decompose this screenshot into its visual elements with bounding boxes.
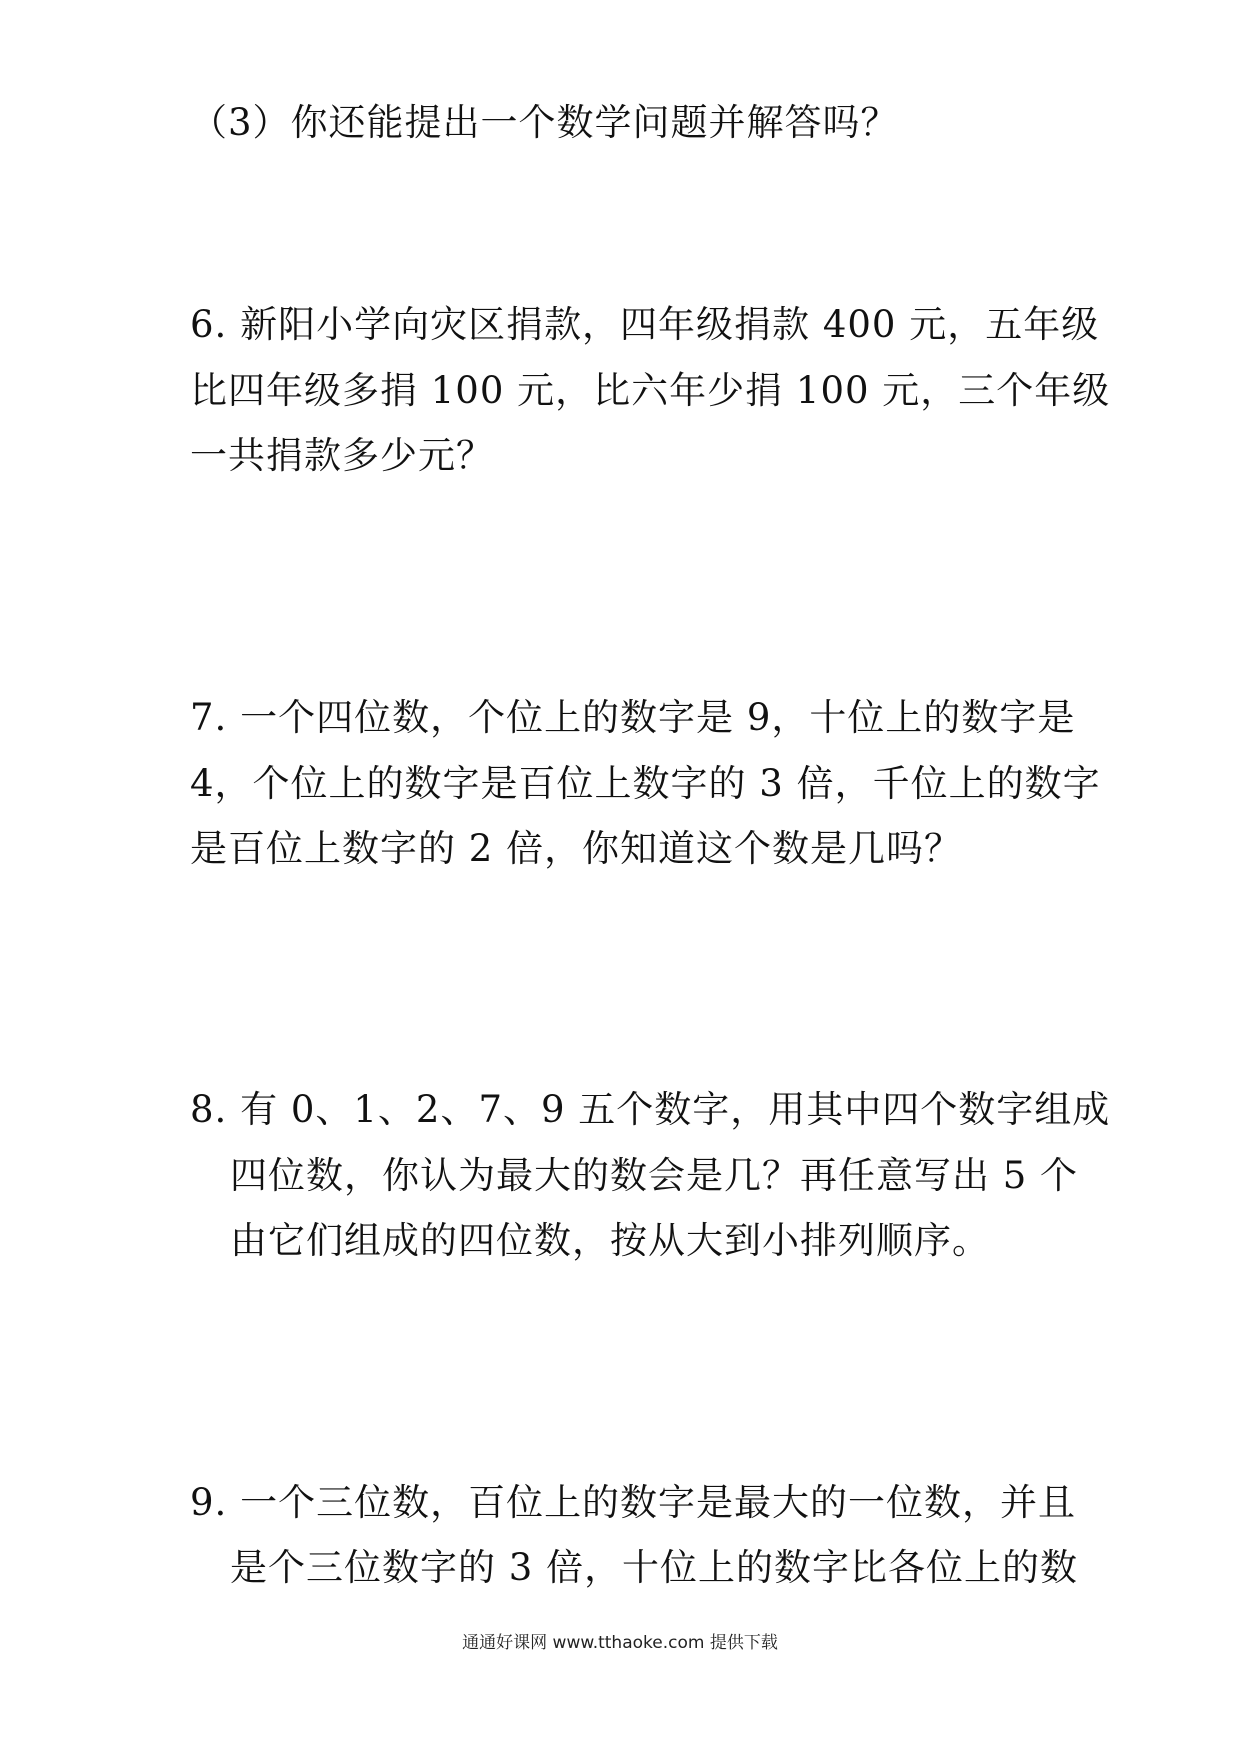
question-6-line-3: 一共捐款多少元？ bbox=[190, 434, 494, 477]
question-9-line-1: 9. 一个三位数，百位上的数字是最大的一位数，并且 bbox=[190, 1481, 1077, 1524]
question-9-line-2: 是个三位数字的 3 倍，十位上的数字比各位上的数 bbox=[230, 1546, 1079, 1589]
question-5-part-3: （3）你还能提出一个数学问题并解答吗？ bbox=[190, 101, 899, 144]
question-8-line-1: 8. 有 0、1、2、7、9 五个数字，用其中四个数字组成 bbox=[190, 1088, 1111, 1131]
question-7-line-1: 7. 一个四位数，个位上的数字是 9，十位上的数字是 bbox=[190, 696, 1076, 739]
question-6-line-2: 比四年级多捐 100 元，比六年少捐 100 元，三个年级 bbox=[190, 369, 1111, 412]
question-6-line-1: 6. 新阳小学向灾区捐款，四年级捐款 400 元，五年级 bbox=[190, 303, 1100, 346]
question-7-line-3: 是百位上数字的 2 倍，你知道这个数是几吗？ bbox=[190, 827, 963, 870]
page-footer: 通通好课网 www.tthaoke.com 提供下载 bbox=[462, 1633, 778, 1653]
question-8-line-2: 四位数，你认为最大的数会是几？再任意写出 5 个 bbox=[230, 1154, 1079, 1197]
question-7-line-2: 4，个位上的数字是百位上数字的 3 倍，千位上的数字 bbox=[190, 762, 1101, 805]
question-8-line-3: 由它们组成的四位数，按从大到小排列顺序。 bbox=[230, 1219, 990, 1262]
